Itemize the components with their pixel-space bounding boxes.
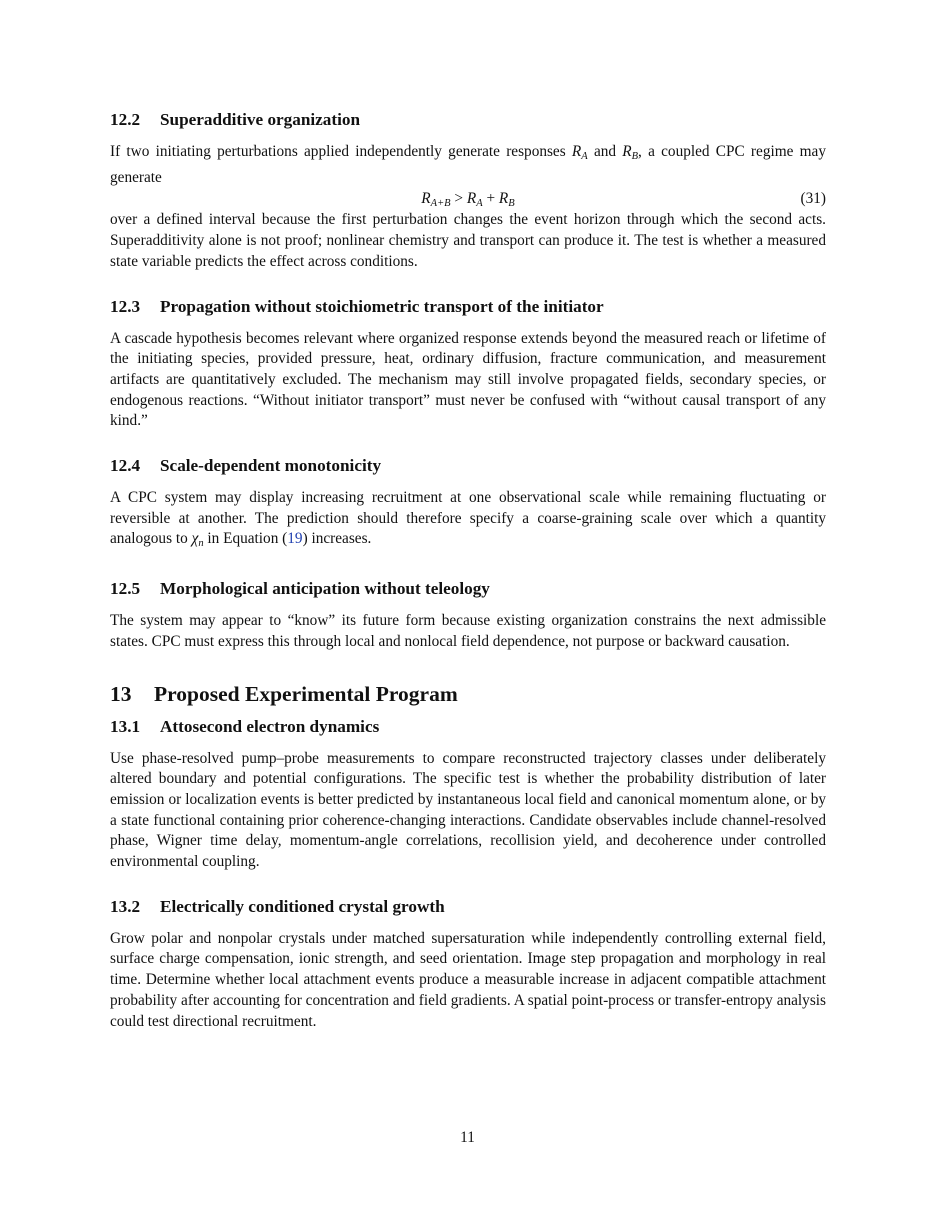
text-run: , a coupled CPC regime may generate [110, 143, 826, 186]
page-number: 11 [460, 1129, 475, 1146]
math-subscript: A+B [430, 198, 451, 210]
subsection-heading [110, 295, 826, 319]
math-subscript: B [631, 151, 639, 162]
paragraph: Use phase-resolved pump–probe measurements to compare reconstructed trajectory classes under deliberately altered boundary and potential configurations. The specific test is whether the probability distribution of later emission or localization events is better predicted by instantaneous local field and canonical momentum alone, or by a state functional containing prior coherence-changing interactions. Candidate observables include channel-resolved phase, Wigner time delay, momentum-angle correlations, recollision yield, and decoherence under controlled environmental coupling. [110, 749, 826, 871]
math-symbol: R [571, 143, 582, 160]
math-subscript: B [508, 198, 515, 210]
page-content [110, 108, 826, 1054]
section-title: Proposed Experimental Program [154, 681, 458, 706]
section-heading [110, 679, 826, 709]
paragraph: The system may appear to “know” its future form because existing organization constrains the next admissible states. CPC must express this through local and nonlocal field dependence, not purpose or backward causation. [110, 612, 826, 650]
subsection-title: Electrically conditioned crystal growth [160, 896, 445, 916]
math-subscript: A [476, 198, 483, 210]
math-symbol: R [498, 190, 509, 208]
subsection-12-3 [110, 295, 826, 433]
paragraph [110, 142, 826, 188]
section-number: 13 [110, 681, 132, 706]
subsection-number: 12.3 [110, 296, 141, 316]
text-run: ) increases. [302, 530, 372, 548]
subsection-12-4 [110, 454, 826, 555]
math-symbol: R [466, 190, 477, 208]
paragraph [110, 488, 826, 555]
subsection-title: Scale-dependent monotonicity [160, 456, 382, 476]
subsection-12-5 [110, 577, 826, 652]
subsection-12-2 [110, 108, 826, 273]
text-run: A CPC system may display increasing recruitment at one observational scale while remaining fluctuating or reversible at another. The prediction should therefore specify a coarse-graining scale over which a quantity analogous to [110, 489, 826, 548]
paragraph: A cascade hypothesis becomes relevant where organized response extends beyond the measured reach or lifetime of the initiating species, provided pressure, heat, ordinary diffusion, fracture communication, and measurement artifacts are quantitatively excluded. The mechanism may still involve propagated fields, secondary species, or endogenous reactions. “Without initiator transport” must never be confused with “without causal transport of any kind.” [110, 329, 826, 430]
math-symbol: R [421, 190, 431, 208]
math-chi [191, 530, 204, 550]
subsection-title: Morphological anticipation without teleology [160, 579, 490, 599]
subsection-heading [110, 108, 826, 132]
subsection-title: Attosecond electron dynamics [160, 716, 380, 736]
subsection-title: Propagation without stoichiometric transport of the initiator [160, 296, 604, 316]
math-subscript: A [581, 151, 588, 162]
text-run: in Equation ( [203, 530, 288, 548]
math-operator: + [482, 190, 499, 208]
math-subscript: n [198, 538, 204, 550]
subsection-heading [110, 715, 826, 739]
subsection-heading [110, 454, 826, 478]
math-operator: > [450, 190, 467, 208]
text-run: If two initiating perturbations applied independently generate responses [110, 143, 572, 160]
paragraph: over a defined interval because the first perturbation changes the event horizon through which the second acts. Superadditivity alone is not proof; nonlinear chemistry and transport can produce it. The test is whether a measured state variable predicts the effect across conditions. [110, 211, 826, 270]
math-symbol: R [622, 143, 632, 160]
subsection-number: 12.2 [110, 110, 141, 129]
subsection-number: 12.4 [110, 456, 141, 476]
subsection-title: Superadditive organization [160, 110, 361, 129]
subsection-13-1 [110, 715, 826, 873]
paragraph: Grow polar and nonpolar crystals under matched supersaturation while independently controlling external field, surface charge compensation, ionic strength, and seed orientation. Image step propagation and morphology in real time. Determine whether local attachment events produce a measurable increase in adjacent compatible attachment probability after accounting for concentration and field gradients. A spatial point-process or transfer-entropy analysis could test directional recruitment. [110, 929, 826, 1030]
subsection-heading [110, 895, 826, 919]
text-run: and [587, 143, 623, 160]
math-symbol: χ [191, 530, 199, 548]
equation-body [110, 188, 826, 215]
equation-reference-link[interactable]: 19 [287, 530, 303, 548]
math-RA [572, 143, 588, 160]
equation-31 [110, 188, 826, 210]
subsection-13-2 [110, 895, 826, 1033]
math-RB [622, 143, 638, 160]
subsection-number: 13.2 [110, 896, 141, 916]
equation-number: (31) [800, 190, 826, 208]
subsection-heading [110, 577, 826, 601]
subsection-number: 13.1 [110, 716, 141, 736]
subsection-number: 12.5 [110, 579, 141, 599]
